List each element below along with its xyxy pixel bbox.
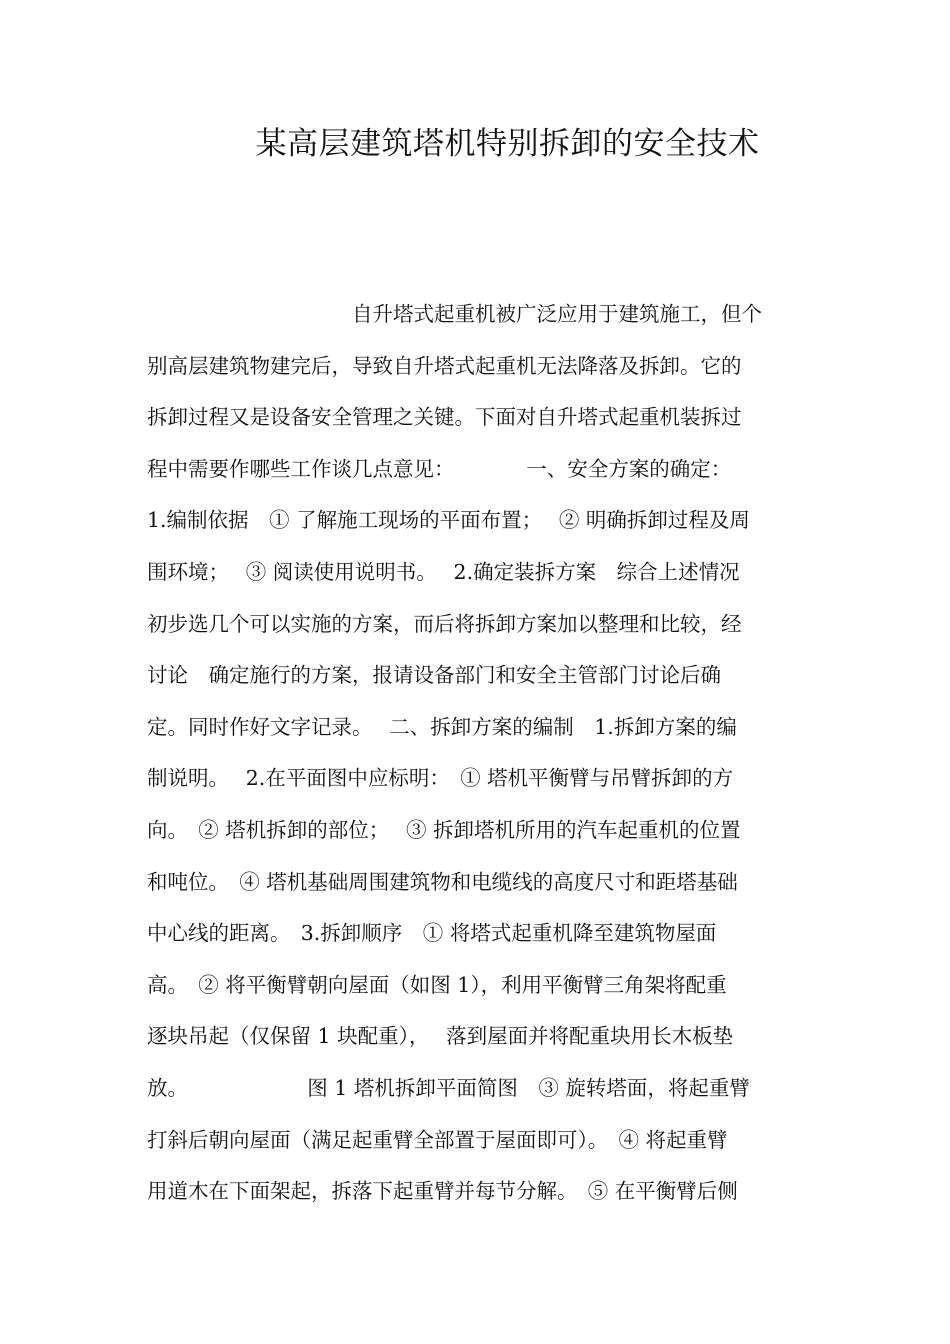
body-line: 用道木在下面架起，拆落下起重臂并每节分解。 ⑤ 在平衡臂后侧	[147, 1179, 738, 1204]
body-line: 和吨位。 ④ 塔机基础周围建筑物和电缆线的高度尺寸和距塔基础	[147, 869, 738, 894]
body-line: 围环境； ③ 阅读使用说明书。 2.确定装拆方案 综合上述情况	[147, 559, 740, 584]
body-line: 向。 ② 塔机拆卸的部位； ③ 拆卸塔机所用的汽车起重机的位置	[147, 817, 741, 842]
document-body	[147, 289, 817, 1218]
body-line: 放。 图 1 塔机拆卸平面简图 ③ 旋转塔面，将起重臂	[147, 1075, 750, 1100]
body-line: 自升塔式起重机被广泛应用于建筑施工，但个	[147, 302, 762, 326]
body-line: 定。同时作好文字记录。 二、拆卸方案的编制 1.拆卸方案的编	[147, 714, 737, 739]
body-line: 高。 ② 将平衡臂朝向屋面（如图 1），利用平衡臂三角架将配重	[147, 972, 727, 997]
body-line: 1.编制依据 ① 了解施工现场的平面布置； ② 明确拆卸过程及周	[147, 508, 750, 533]
body-line: 初步选几个可以实施的方案，而后将拆卸方案加以整理和比较，经	[147, 611, 742, 636]
body-line: 逐块吊起（仅保留 1 块配重）， 落到屋面并将配重块用长木板垫	[147, 1024, 734, 1049]
body-line: 打斜后朝向屋面（满足起重臂全部置于屋面即可）。 ④ 将起重臂	[147, 1127, 728, 1152]
body-line: 别高层建筑物建完后，导致自升塔式起重机无法降落及拆卸。它的	[147, 353, 742, 378]
document-title: 某高层建筑塔机特别拆卸的安全技术	[255, 126, 760, 162]
body-line: 讨论 确定施行的方案，报请设备部门和安全主管部门讨论后确	[147, 663, 721, 688]
body-line: 拆卸过程又是设备安全管理之关键。下面对自升塔式起重机装拆过	[147, 405, 742, 430]
body-line: 程中需要作哪些工作谈几点意见： 一、安全方案的确定：	[147, 456, 732, 481]
body-line: 中心线的距离。 3.拆卸顺序 ① 将塔式起重机降至建筑物屋面	[147, 921, 717, 946]
body-line: 制说明。 2.在平面图中应标明： ① 塔机平衡臂与吊臂拆卸的方	[147, 766, 734, 791]
